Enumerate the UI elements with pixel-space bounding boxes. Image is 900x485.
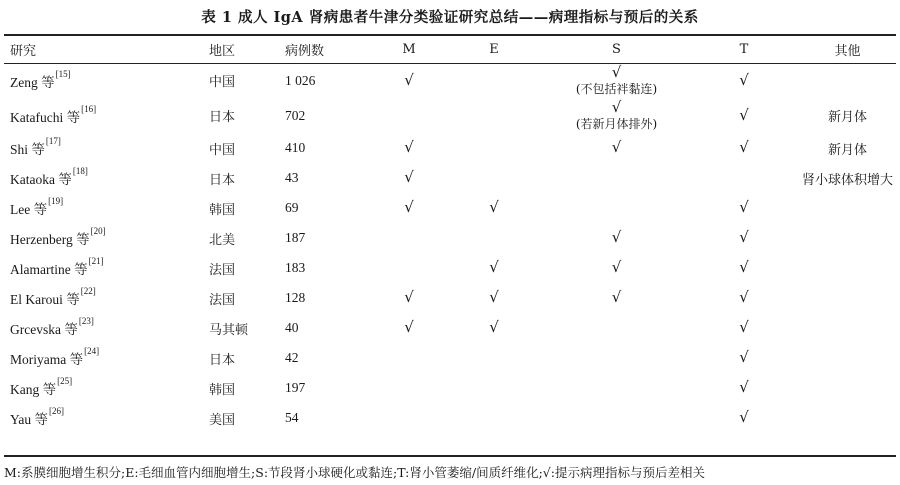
cell-s bbox=[544, 163, 689, 193]
check-mark-t: √ bbox=[739, 348, 749, 366]
cell-cases bbox=[279, 253, 374, 283]
region-text: 法国 bbox=[209, 292, 236, 308]
cell-region bbox=[199, 403, 279, 433]
header-s: S bbox=[612, 42, 621, 57]
cell-e bbox=[444, 403, 544, 433]
header-row bbox=[4, 36, 896, 63]
cell-region bbox=[199, 163, 279, 193]
cell-s bbox=[544, 343, 689, 373]
region-text: 中国 bbox=[209, 142, 236, 158]
cell-other bbox=[799, 313, 896, 343]
bottom-rule bbox=[4, 455, 896, 457]
check-mark-t: √ bbox=[739, 198, 749, 216]
cell-e bbox=[444, 63, 544, 98]
table-row bbox=[4, 133, 896, 163]
cell-e bbox=[444, 343, 544, 373]
reference-number: [16] bbox=[81, 103, 97, 114]
check-mark-s: √ bbox=[611, 63, 622, 81]
table-row bbox=[4, 283, 896, 313]
cases-count: 42 bbox=[285, 350, 299, 365]
study-author: Alamartine 等 bbox=[10, 262, 88, 277]
check-mark-s: √ bbox=[611, 98, 622, 116]
cell-other bbox=[799, 133, 896, 163]
header-cases: 病例数 bbox=[285, 44, 325, 59]
cell-m bbox=[374, 63, 444, 98]
study-author: Kang 等 bbox=[10, 382, 57, 397]
check-mark-t: √ bbox=[739, 288, 749, 306]
cell-t bbox=[689, 223, 799, 253]
region-text: 马其顿 bbox=[209, 322, 249, 338]
cases-count: 40 bbox=[285, 320, 299, 335]
cell-cases bbox=[279, 223, 374, 253]
reference-number: [17] bbox=[45, 136, 61, 146]
reference-number: [22] bbox=[80, 286, 96, 296]
check-mark-t: √ bbox=[739, 228, 749, 246]
cell-cases bbox=[279, 403, 374, 433]
study-author: Herzenberg 等 bbox=[10, 232, 90, 247]
table-row bbox=[4, 163, 896, 193]
cell-study bbox=[4, 193, 199, 223]
cell-region bbox=[199, 193, 279, 223]
cell-cases bbox=[279, 343, 374, 373]
cell-t bbox=[689, 253, 799, 283]
cell-study bbox=[4, 98, 199, 133]
cell-region bbox=[199, 313, 279, 343]
cell-e bbox=[444, 163, 544, 193]
cell-t bbox=[689, 283, 799, 313]
s-note: (不包括袢黏连) bbox=[575, 82, 658, 96]
cases-count: 187 bbox=[285, 230, 306, 245]
cases-count: 702 bbox=[285, 107, 306, 123]
cell-study bbox=[4, 63, 199, 98]
region-text: 美国 bbox=[209, 412, 236, 428]
cell-e bbox=[444, 253, 544, 283]
reference-number: [15] bbox=[55, 68, 71, 79]
cell-other bbox=[799, 403, 896, 433]
table-row bbox=[4, 63, 896, 98]
cell-t bbox=[689, 193, 799, 223]
cell-study bbox=[4, 373, 199, 403]
region-text: 日本 bbox=[209, 110, 236, 125]
cell-other bbox=[799, 253, 896, 283]
table-row bbox=[4, 253, 896, 283]
reference-number: [23] bbox=[78, 316, 94, 326]
region-text: 韩国 bbox=[209, 382, 236, 398]
check-mark-m: √ bbox=[404, 168, 414, 186]
cell-s bbox=[544, 98, 689, 133]
region-text: 韩国 bbox=[209, 202, 236, 218]
other-text: 新月体 bbox=[827, 110, 867, 125]
cell-study bbox=[4, 283, 199, 313]
cell-m bbox=[374, 98, 444, 133]
reference-number: [24] bbox=[84, 346, 100, 356]
check-mark-t: √ bbox=[739, 408, 749, 426]
check-mark-e: √ bbox=[489, 198, 499, 216]
results-table bbox=[4, 36, 896, 433]
header-region: 地区 bbox=[209, 44, 236, 59]
cell-cases bbox=[279, 163, 374, 193]
cell-t bbox=[689, 403, 799, 433]
cell-m bbox=[374, 133, 444, 163]
cell-other bbox=[799, 193, 896, 223]
check-mark-t: √ bbox=[739, 138, 749, 156]
study-author: Yau 等 bbox=[10, 412, 49, 427]
cell-region bbox=[199, 133, 279, 163]
check-mark-e: √ bbox=[489, 318, 499, 336]
cases-count: 410 bbox=[285, 140, 306, 155]
cell-t bbox=[689, 63, 799, 98]
cell-e bbox=[444, 373, 544, 403]
cell-t bbox=[689, 313, 799, 343]
cell-region bbox=[199, 283, 279, 313]
table-row bbox=[4, 343, 896, 373]
s-note: (若新月体排外) bbox=[575, 117, 658, 131]
cell-m bbox=[374, 373, 444, 403]
table-row bbox=[4, 98, 896, 133]
check-mark-t: √ bbox=[739, 318, 749, 336]
cases-count: 183 bbox=[285, 260, 306, 275]
check-mark-s: √ bbox=[611, 138, 622, 156]
cell-t bbox=[689, 163, 799, 193]
cell-t bbox=[689, 343, 799, 373]
cases-count: 1 026 bbox=[285, 72, 316, 88]
cell-region bbox=[199, 253, 279, 283]
cell-cases bbox=[279, 373, 374, 403]
cell-t bbox=[689, 373, 799, 403]
reference-number: [19] bbox=[48, 196, 64, 206]
check-mark-m: √ bbox=[404, 138, 414, 156]
reference-number: [26] bbox=[49, 406, 65, 416]
check-mark-t: √ bbox=[739, 258, 749, 276]
check-mark-m: √ bbox=[404, 318, 414, 336]
cell-s bbox=[544, 63, 689, 98]
cases-count: 197 bbox=[285, 380, 306, 395]
cell-m bbox=[374, 163, 444, 193]
cell-m bbox=[374, 283, 444, 313]
cell-s bbox=[544, 283, 689, 313]
reference-number: [25] bbox=[57, 376, 73, 386]
cell-study bbox=[4, 343, 199, 373]
cases-count: 43 bbox=[285, 170, 299, 185]
header-study: 研究 bbox=[10, 44, 37, 59]
study-author: Grcevska 等 bbox=[10, 322, 78, 337]
table-row bbox=[4, 193, 896, 223]
cell-s bbox=[544, 133, 689, 163]
cell-s bbox=[544, 253, 689, 283]
cell-t bbox=[689, 98, 799, 133]
study-author: Moriyama 等 bbox=[10, 352, 84, 367]
study-author: Lee 等 bbox=[10, 202, 48, 217]
cell-other bbox=[799, 373, 896, 403]
cell-e bbox=[444, 98, 544, 133]
study-author: El Karoui 等 bbox=[10, 292, 80, 307]
region-text: 日本 bbox=[209, 172, 236, 188]
study-author: Shi 等 bbox=[10, 142, 45, 157]
check-mark-s: √ bbox=[611, 228, 622, 246]
other-text: 肾小球体积增大 bbox=[801, 172, 893, 188]
cases-count: 54 bbox=[285, 410, 299, 425]
cell-m bbox=[374, 403, 444, 433]
cell-region bbox=[199, 98, 279, 133]
check-mark-s: √ bbox=[611, 258, 622, 276]
study-author: Zeng 等 bbox=[10, 74, 55, 90]
cell-m bbox=[374, 343, 444, 373]
cases-count: 69 bbox=[285, 200, 299, 215]
cell-e bbox=[444, 313, 544, 343]
cell-s bbox=[544, 223, 689, 253]
region-text: 中国 bbox=[209, 75, 236, 90]
cell-region bbox=[199, 343, 279, 373]
region-text: 北美 bbox=[209, 232, 236, 248]
cell-s bbox=[544, 373, 689, 403]
cell-other bbox=[799, 98, 896, 133]
study-author: Katafuchi 等 bbox=[10, 109, 81, 125]
cell-other bbox=[799, 283, 896, 313]
cell-cases bbox=[279, 63, 374, 98]
other-text: 新月体 bbox=[827, 142, 867, 158]
footnote: M:系膜细胞增生积分;E:毛细血管内细胞增生;S:节段肾小球硬化或黏连;T:肾小管萎缩/间质纤维化;√:提示病理指标与预后差相关 bbox=[4, 465, 705, 480]
cell-e bbox=[444, 193, 544, 223]
cell-s bbox=[544, 193, 689, 223]
table-row bbox=[4, 223, 896, 253]
check-mark-m: √ bbox=[404, 70, 414, 89]
reference-number: [21] bbox=[88, 256, 104, 266]
cell-study bbox=[4, 223, 199, 253]
study-author: Kataoka 等 bbox=[10, 172, 72, 187]
cell-study bbox=[4, 133, 199, 163]
cell-e bbox=[444, 283, 544, 313]
cell-m bbox=[374, 223, 444, 253]
cell-e bbox=[444, 223, 544, 253]
cell-cases bbox=[279, 193, 374, 223]
header-t: T bbox=[739, 42, 749, 57]
cell-other bbox=[799, 223, 896, 253]
table-row bbox=[4, 373, 896, 403]
cell-t bbox=[689, 133, 799, 163]
cell-s bbox=[544, 313, 689, 343]
cases-count: 128 bbox=[285, 290, 306, 305]
check-mark-t: √ bbox=[739, 70, 749, 89]
cell-region bbox=[199, 63, 279, 98]
header-m: M bbox=[402, 42, 416, 57]
cell-e bbox=[444, 133, 544, 163]
cell-m bbox=[374, 253, 444, 283]
check-mark-e: √ bbox=[489, 288, 499, 306]
check-mark-t: √ bbox=[739, 378, 749, 396]
cell-cases bbox=[279, 283, 374, 313]
cell-study bbox=[4, 403, 199, 433]
region-text: 日本 bbox=[209, 352, 236, 368]
cell-study bbox=[4, 163, 199, 193]
cell-study bbox=[4, 253, 199, 283]
check-mark-s: √ bbox=[611, 288, 622, 306]
table-title: 表 1 成人 IgA 肾病患者牛津分类验证研究总结——病理指标与预后的关系 bbox=[201, 9, 699, 26]
cell-cases bbox=[279, 313, 374, 343]
region-text: 法国 bbox=[209, 262, 236, 278]
reference-number: [20] bbox=[90, 226, 106, 236]
table-row bbox=[4, 313, 896, 343]
cell-cases bbox=[279, 133, 374, 163]
cell-study bbox=[4, 313, 199, 343]
cell-region bbox=[199, 373, 279, 403]
check-mark-e: √ bbox=[489, 258, 499, 276]
cell-region bbox=[199, 223, 279, 253]
cell-m bbox=[374, 193, 444, 223]
cell-cases bbox=[279, 98, 374, 133]
check-mark-m: √ bbox=[404, 198, 414, 216]
header-e: E bbox=[489, 42, 499, 57]
cell-m bbox=[374, 313, 444, 343]
cell-s bbox=[544, 403, 689, 433]
cell-other bbox=[799, 63, 896, 98]
table-row bbox=[4, 403, 896, 433]
header-other: 其他 bbox=[834, 44, 861, 59]
check-mark-t: √ bbox=[739, 105, 749, 124]
reference-number: [18] bbox=[72, 166, 88, 176]
cell-other bbox=[799, 343, 896, 373]
cell-other bbox=[799, 163, 896, 193]
check-mark-m: √ bbox=[404, 288, 414, 306]
